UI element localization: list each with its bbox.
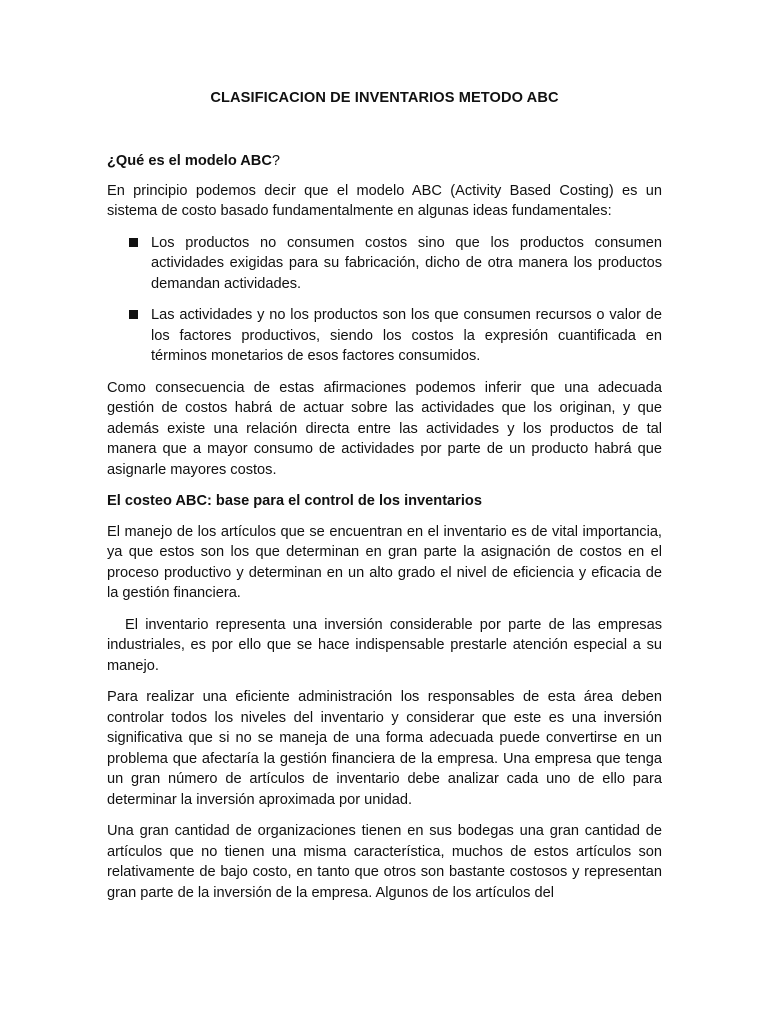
question-heading-bold: ¿Qué es el modelo ABC <box>107 153 272 169</box>
question-heading-mark: ? <box>271 153 281 169</box>
question-heading <box>107 151 662 172</box>
paragraph-manejo: El manejo de los artículos que se encuentran en el inventario es de vital importancia, ya que estos son los que determinan en gran parte la asignación de costos en el proceso productivo y determinan en un alto grado el nivel de eficiencia y eficacia de la gestión financiera. <box>107 523 662 601</box>
document-body <box>107 90 662 914</box>
bullet-text: Las actividades y no los productos son los que consumen recursos o valor de los factores productivos, siendo los costos la expresión cuantificada en términos monetarios de esos factores consumidos. <box>151 307 662 364</box>
square-bullet-icon <box>129 238 138 247</box>
document-title: CLASIFICACION DE INVENTARIOS METODO ABC <box>210 90 559 106</box>
bullet-text: Los productos no consumen costos sino que los productos consumen actividades exigidas para su fabricación, dicho de otra manera los productos demandan actividades. <box>151 234 662 292</box>
paragraph-inversion: El inventario representa una inversión considerable por parte de las empresas industriales, es por ello que se hace indispensable prestarle atención especial a su manejo. <box>107 616 662 674</box>
paragraph-organizaciones: Una gran cantidad de organizaciones tienen en sus bodegas una gran cantidad de artículos que no tienen una misma característica, muchos de estos artículos son relativamente de bajo costo, en tanto que otros son bastante costosos y representan gran parte de la inversión de la empresa. Algunos de los artículos del <box>107 823 662 901</box>
paragraph-administracion: Para realizar una eficiente administración los responsables de esta área deben controlar todos los niveles del inventario y considerar que este es una inversión significativa que si no se maneja de una forma adecuada puede convertirse en un problema que afectaría la gestión financiera de la empresa. Una empresa que tenga un gran número de artículos de inventario debe analizar cada uno de ello para determinar la inversión aproximada por unidad. <box>107 689 662 808</box>
bullet-item <box>107 305 662 367</box>
consequence-paragraph: Como consecuencia de estas afirmaciones podemos inferir que una adecuada gestión de costos habrá de actuar sobre las actividades que los originan, y que además existe una relación directa entre las actividades y los productos de tal manera que a mayor consumo de actividades por parte de un producto habrá que asignarle mayores costos. <box>107 379 662 478</box>
section-heading-costeo: El costeo ABC: base para el control de los inventarios <box>107 493 482 509</box>
intro-paragraph: En principio podemos decir que el modelo ABC (Activity Based Costing) es un sistema de costo basado fundamentalmente en algunas ideas fundamentales: <box>107 182 662 219</box>
square-bullet-icon <box>129 310 138 319</box>
bullet-item <box>107 233 662 295</box>
bullet-list <box>107 233 662 367</box>
